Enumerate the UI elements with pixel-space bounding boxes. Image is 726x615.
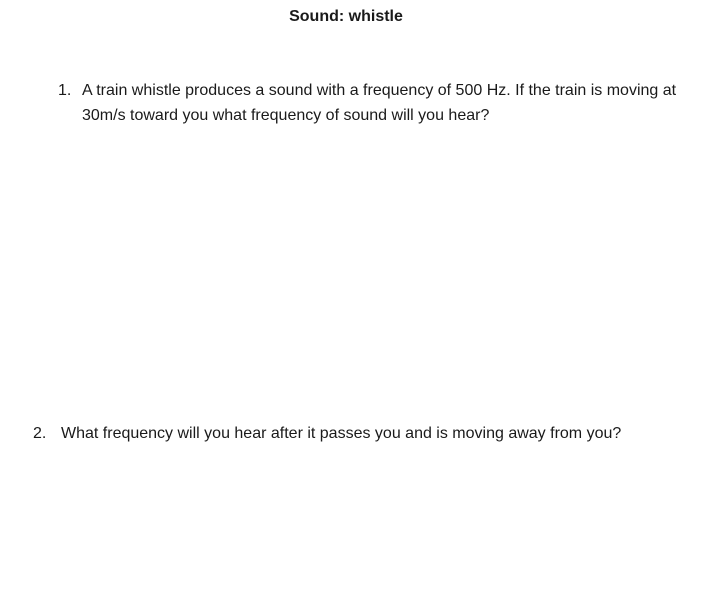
question-2-text: What frequency will you hear after it passes you and is moving away from you? (61, 425, 622, 442)
question-2 (33, 421, 643, 446)
question-1-number: 1. (58, 82, 72, 99)
question-1 (58, 78, 678, 128)
page-title: Sound: whistle (289, 8, 403, 25)
question-1-text: A train whistle produces a sound with a frequency of 500 Hz. If the train is moving at 30m/s toward you what frequency of sound will you hear? (82, 82, 677, 124)
question-2-number: 2. (33, 425, 47, 442)
